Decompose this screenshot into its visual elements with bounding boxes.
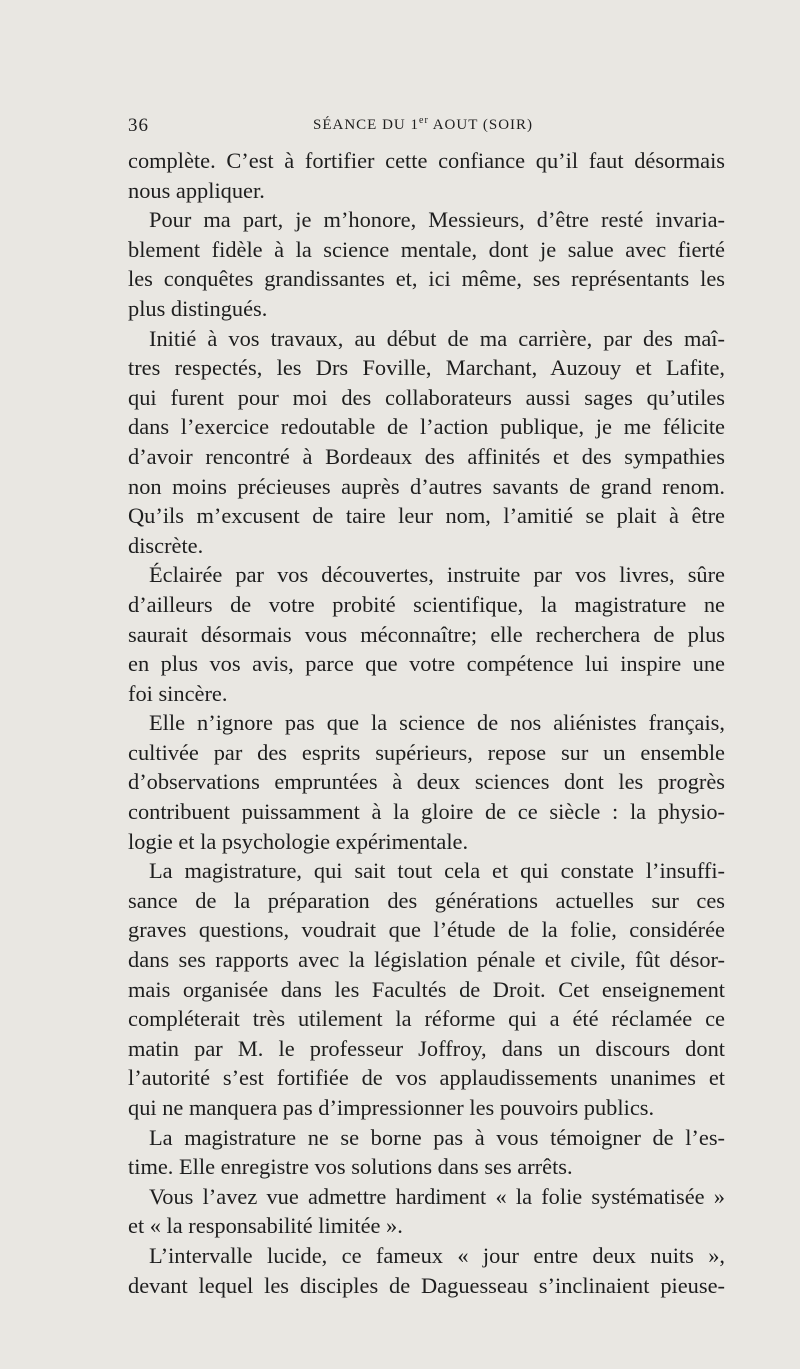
text-line: contribuent puissamment à la gloire de ce siècle : la physio-: [128, 799, 725, 825]
page-number: 36: [128, 115, 149, 136]
text-line: logie et la psychologie expérimentale.: [128, 828, 469, 854]
text-line: dans l’exercice redoutable de l’action publique, je me félicite: [128, 414, 725, 440]
text-line: Vous l’avez vue admettre hardiment « la folie systématisée »: [149, 1183, 725, 1209]
text-line: blement fidèle à la science mentale, dont je salue avec fierté: [128, 236, 725, 262]
text-line: qui furent pour moi des collaborateurs aussi sages qu’utiles: [128, 384, 725, 410]
text-line: Qu’ils m’excusent de taire leur nom, l’amitié se plait à être: [128, 503, 725, 529]
text-line: d’avoir rencontré à Bordeaux des affinités et des sympathies: [128, 443, 725, 469]
text-line: nous appliquer.: [128, 177, 265, 203]
text-line: discrète.: [128, 532, 204, 558]
text-line: plus distingués.: [128, 295, 268, 321]
text-line: mais organisée dans les Facultés de Droit. Cet enseignement: [128, 976, 725, 1002]
body-text: [128, 146, 725, 1300]
text-line: Elle n’ignore pas que la science de nos aliénistes français,: [149, 710, 725, 736]
text-line: Éclairée par vos découvertes, instruite par vos livres, sûre: [149, 562, 725, 588]
text-line: d’ailleurs de votre probité scientifique, la magistrature ne: [128, 591, 725, 617]
running-title: [313, 115, 533, 134]
text-line: La magistrature, qui sait tout cela et qui constate l’insuffi-: [149, 858, 725, 884]
text-line: devant lequel les disciples de Daguesseau s’inclinaient pieuse-: [128, 1272, 725, 1298]
text-line: en plus vos avis, parce que votre compétence lui inspire une: [128, 651, 725, 677]
running-title-rest: AOUT (SOIR): [428, 117, 534, 133]
text-line: Pour ma part, je m’honore, Messieurs, d’être resté invaria-: [149, 207, 725, 233]
text-line: non moins précieuses auprès d’autres savants de grand renom.: [128, 473, 725, 499]
text-line: tres respectés, les Drs Foville, Marchant, Auzouy et Lafite,: [128, 355, 725, 381]
text-line: time. Elle enregistre vos solutions dans ses arrêts.: [128, 1154, 573, 1180]
text-line: l’autorité s’est fortifiée de vos applaudissements unanimes et: [128, 1065, 725, 1091]
text-line: graves questions, voudrait que l’étude de la folie, considérée: [128, 917, 725, 943]
running-title-superscript: er: [419, 115, 429, 126]
text-line: L’intervalle lucide, ce fameux « jour entre deux nuits »,: [149, 1242, 725, 1268]
text-line: Initié à vos travaux, au début de ma carrière, par des maî-: [149, 325, 725, 351]
text-line: cultivée par des esprits supérieurs, repose sur un ensemble: [128, 739, 725, 765]
text-line: complète. C’est à fortifier cette confiance qu’il faut désormais: [128, 148, 725, 173]
text-line: La magistrature ne se borne pas à vous témoigner de l’es-: [149, 1124, 725, 1150]
text-line: qui ne manquera pas d’impressionner les pouvoirs publics.: [128, 1095, 655, 1120]
running-title-main: SÉANCE DU 1: [313, 117, 420, 133]
text-line: compléterait très utilement la réforme qui a été réclamée ce: [128, 1006, 725, 1032]
text-line: les conquêtes grandissantes et, ici même, ses représentants les: [128, 266, 725, 292]
text-line: dans ses rapports avec la législation pénale et civile, fût désor-: [128, 947, 725, 973]
text-line: d’observations empruntées à deux sciences dont les progrès: [128, 769, 725, 795]
text-line: matin par M. le professeur Joffroy, dans un discours dont: [128, 1035, 725, 1061]
text-line: sance de la préparation des générations actuelles sur ces: [128, 887, 725, 913]
text-line: saurait désormais vous méconnaître; elle recherchera de plus: [128, 621, 725, 647]
running-head: [128, 115, 674, 143]
text-line: et « la responsabilité limitée ».: [128, 1213, 403, 1239]
text-line: foi sincère.: [128, 680, 228, 706]
